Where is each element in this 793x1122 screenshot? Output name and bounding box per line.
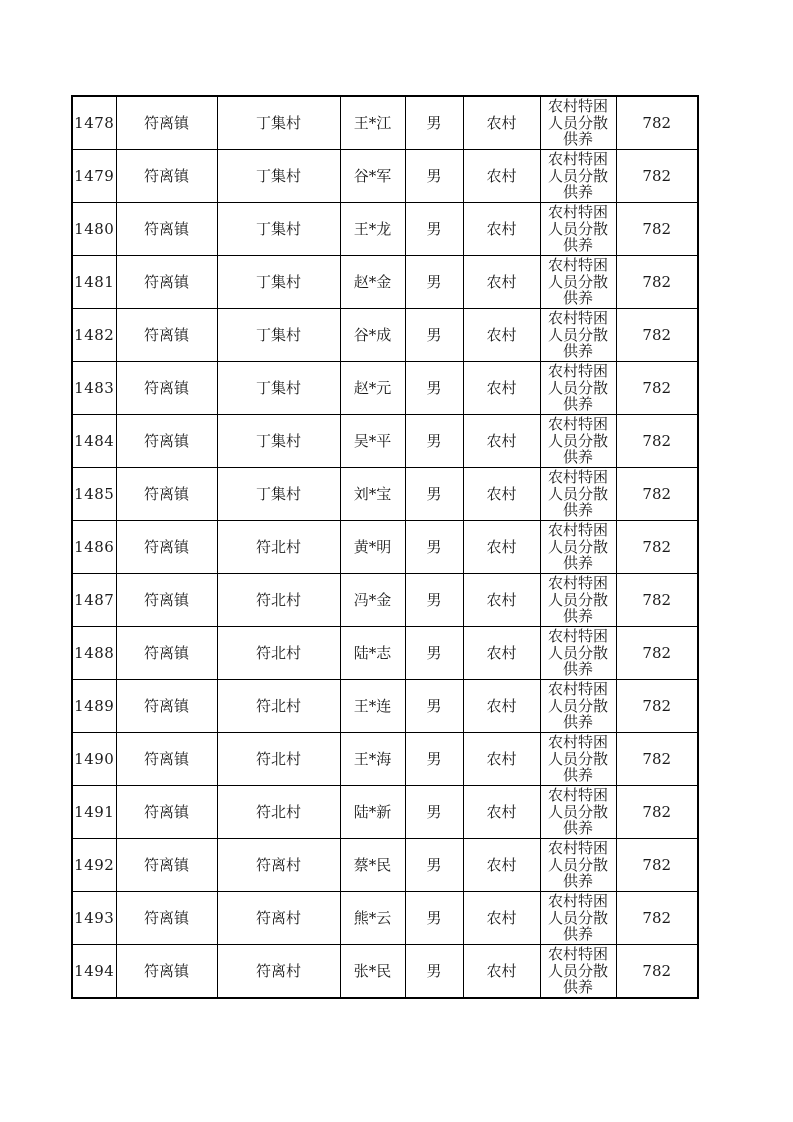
- cell-category: 农村特困人员分散供养: [540, 574, 616, 627]
- table-row: [72, 839, 698, 892]
- cell-name: 王*海: [340, 733, 405, 786]
- cell-row-number: 1482: [72, 309, 116, 362]
- cell-name: 王*江: [340, 96, 405, 150]
- cell-area: 农村: [463, 574, 540, 627]
- cell-amount: 782: [616, 945, 698, 999]
- cell-village: 符北村: [217, 680, 340, 733]
- cell-amount: 782: [616, 521, 698, 574]
- cell-gender: 男: [405, 786, 463, 839]
- cell-gender: 男: [405, 203, 463, 256]
- cell-name: 赵*元: [340, 362, 405, 415]
- cell-category: 农村特困人员分散供养: [540, 96, 616, 150]
- cell-gender: 男: [405, 733, 463, 786]
- table-row: [72, 468, 698, 521]
- cell-amount: 782: [616, 203, 698, 256]
- cell-amount: 782: [616, 309, 698, 362]
- cell-town: 符离镇: [116, 574, 217, 627]
- cell-category: 农村特困人员分散供养: [540, 733, 616, 786]
- cell-gender: 男: [405, 627, 463, 680]
- cell-village: 丁集村: [217, 362, 340, 415]
- cell-category: 农村特困人员分散供养: [540, 203, 616, 256]
- cell-area: 农村: [463, 786, 540, 839]
- cell-town: 符离镇: [116, 680, 217, 733]
- cell-gender: 男: [405, 96, 463, 150]
- cell-category: 农村特困人员分散供养: [540, 839, 616, 892]
- cell-gender: 男: [405, 521, 463, 574]
- cell-name: 赵*金: [340, 256, 405, 309]
- cell-row-number: 1481: [72, 256, 116, 309]
- cell-area: 农村: [463, 362, 540, 415]
- table-row: [72, 150, 698, 203]
- cell-area: 农村: [463, 415, 540, 468]
- cell-town: 符离镇: [116, 627, 217, 680]
- cell-category: 农村特困人员分散供养: [540, 362, 616, 415]
- table-row: [72, 203, 698, 256]
- table-row: [72, 680, 698, 733]
- cell-category: 农村特困人员分散供养: [540, 256, 616, 309]
- cell-name: 张*民: [340, 945, 405, 999]
- table-row: [72, 574, 698, 627]
- cell-row-number: 1486: [72, 521, 116, 574]
- cell-amount: 782: [616, 96, 698, 150]
- cell-village: 符北村: [217, 733, 340, 786]
- cell-amount: 782: [616, 362, 698, 415]
- assistance-roster-table: [71, 95, 699, 999]
- cell-village: 符北村: [217, 521, 340, 574]
- table-row: [72, 521, 698, 574]
- cell-amount: 782: [616, 256, 698, 309]
- cell-area: 农村: [463, 256, 540, 309]
- cell-town: 符离镇: [116, 468, 217, 521]
- cell-amount: 782: [616, 892, 698, 945]
- cell-area: 农村: [463, 96, 540, 150]
- cell-row-number: 1485: [72, 468, 116, 521]
- cell-town: 符离镇: [116, 892, 217, 945]
- cell-name: 熊*云: [340, 892, 405, 945]
- cell-name: 王*连: [340, 680, 405, 733]
- cell-area: 农村: [463, 468, 540, 521]
- cell-village: 丁集村: [217, 256, 340, 309]
- cell-area: 农村: [463, 203, 540, 256]
- cell-category: 农村特困人员分散供养: [540, 892, 616, 945]
- cell-category: 农村特困人员分散供养: [540, 627, 616, 680]
- table-row: [72, 627, 698, 680]
- cell-row-number: 1484: [72, 415, 116, 468]
- cell-amount: 782: [616, 468, 698, 521]
- cell-amount: 782: [616, 680, 698, 733]
- cell-amount: 782: [616, 574, 698, 627]
- cell-village: 符离村: [217, 839, 340, 892]
- cell-category: 农村特困人员分散供养: [540, 521, 616, 574]
- cell-name: 蔡*民: [340, 839, 405, 892]
- table-row: [72, 892, 698, 945]
- cell-category: 农村特困人员分散供养: [540, 468, 616, 521]
- table-row: [72, 945, 698, 999]
- cell-gender: 男: [405, 468, 463, 521]
- cell-village: 丁集村: [217, 96, 340, 150]
- cell-town: 符离镇: [116, 786, 217, 839]
- cell-name: 谷*成: [340, 309, 405, 362]
- cell-village: 丁集村: [217, 309, 340, 362]
- cell-name: 王*龙: [340, 203, 405, 256]
- cell-area: 农村: [463, 627, 540, 680]
- cell-town: 符离镇: [116, 256, 217, 309]
- table-row: [72, 362, 698, 415]
- cell-area: 农村: [463, 150, 540, 203]
- cell-category: 农村特困人员分散供养: [540, 309, 616, 362]
- cell-category: 农村特困人员分散供养: [540, 150, 616, 203]
- cell-town: 符离镇: [116, 415, 217, 468]
- cell-gender: 男: [405, 680, 463, 733]
- cell-village: 丁集村: [217, 203, 340, 256]
- cell-category: 农村特困人员分散供养: [540, 680, 616, 733]
- cell-row-number: 1493: [72, 892, 116, 945]
- cell-row-number: 1478: [72, 96, 116, 150]
- cell-amount: 782: [616, 733, 698, 786]
- cell-town: 符离镇: [116, 839, 217, 892]
- cell-row-number: 1487: [72, 574, 116, 627]
- cell-village: 符北村: [217, 574, 340, 627]
- cell-row-number: 1489: [72, 680, 116, 733]
- cell-town: 符离镇: [116, 362, 217, 415]
- cell-village: 符北村: [217, 627, 340, 680]
- cell-area: 农村: [463, 839, 540, 892]
- cell-amount: 782: [616, 627, 698, 680]
- cell-row-number: 1488: [72, 627, 116, 680]
- table-body: [72, 96, 698, 998]
- cell-gender: 男: [405, 256, 463, 309]
- cell-area: 农村: [463, 680, 540, 733]
- cell-town: 符离镇: [116, 96, 217, 150]
- cell-area: 农村: [463, 892, 540, 945]
- cell-village: 符离村: [217, 945, 340, 999]
- cell-row-number: 1492: [72, 839, 116, 892]
- cell-gender: 男: [405, 362, 463, 415]
- cell-town: 符离镇: [116, 945, 217, 999]
- cell-village: 符北村: [217, 786, 340, 839]
- table-row: [72, 786, 698, 839]
- cell-name: 冯*金: [340, 574, 405, 627]
- cell-town: 符离镇: [116, 150, 217, 203]
- cell-gender: 男: [405, 150, 463, 203]
- cell-gender: 男: [405, 892, 463, 945]
- cell-town: 符离镇: [116, 733, 217, 786]
- cell-amount: 782: [616, 150, 698, 203]
- cell-village: 丁集村: [217, 150, 340, 203]
- cell-category: 农村特困人员分散供养: [540, 415, 616, 468]
- cell-category: 农村特困人员分散供养: [540, 945, 616, 999]
- cell-gender: 男: [405, 574, 463, 627]
- cell-name: 谷*军: [340, 150, 405, 203]
- cell-name: 陆*志: [340, 627, 405, 680]
- table-row: [72, 309, 698, 362]
- table-row: [72, 733, 698, 786]
- cell-town: 符离镇: [116, 309, 217, 362]
- table-row: [72, 96, 698, 150]
- cell-row-number: 1494: [72, 945, 116, 999]
- table-row: [72, 415, 698, 468]
- cell-area: 农村: [463, 521, 540, 574]
- table-row: [72, 256, 698, 309]
- cell-area: 农村: [463, 945, 540, 999]
- cell-category: 农村特困人员分散供养: [540, 786, 616, 839]
- cell-village: 丁集村: [217, 468, 340, 521]
- cell-name: 刘*宝: [340, 468, 405, 521]
- cell-name: 陆*新: [340, 786, 405, 839]
- cell-row-number: 1491: [72, 786, 116, 839]
- cell-gender: 男: [405, 839, 463, 892]
- cell-gender: 男: [405, 945, 463, 999]
- cell-town: 符离镇: [116, 521, 217, 574]
- cell-row-number: 1483: [72, 362, 116, 415]
- cell-row-number: 1480: [72, 203, 116, 256]
- cell-area: 农村: [463, 733, 540, 786]
- cell-town: 符离镇: [116, 203, 217, 256]
- cell-village: 丁集村: [217, 415, 340, 468]
- cell-amount: 782: [616, 415, 698, 468]
- cell-area: 农村: [463, 309, 540, 362]
- cell-name: 黄*明: [340, 521, 405, 574]
- cell-amount: 782: [616, 786, 698, 839]
- cell-name: 吴*平: [340, 415, 405, 468]
- cell-row-number: 1479: [72, 150, 116, 203]
- cell-row-number: 1490: [72, 733, 116, 786]
- cell-gender: 男: [405, 309, 463, 362]
- cell-amount: 782: [616, 839, 698, 892]
- cell-gender: 男: [405, 415, 463, 468]
- cell-village: 符离村: [217, 892, 340, 945]
